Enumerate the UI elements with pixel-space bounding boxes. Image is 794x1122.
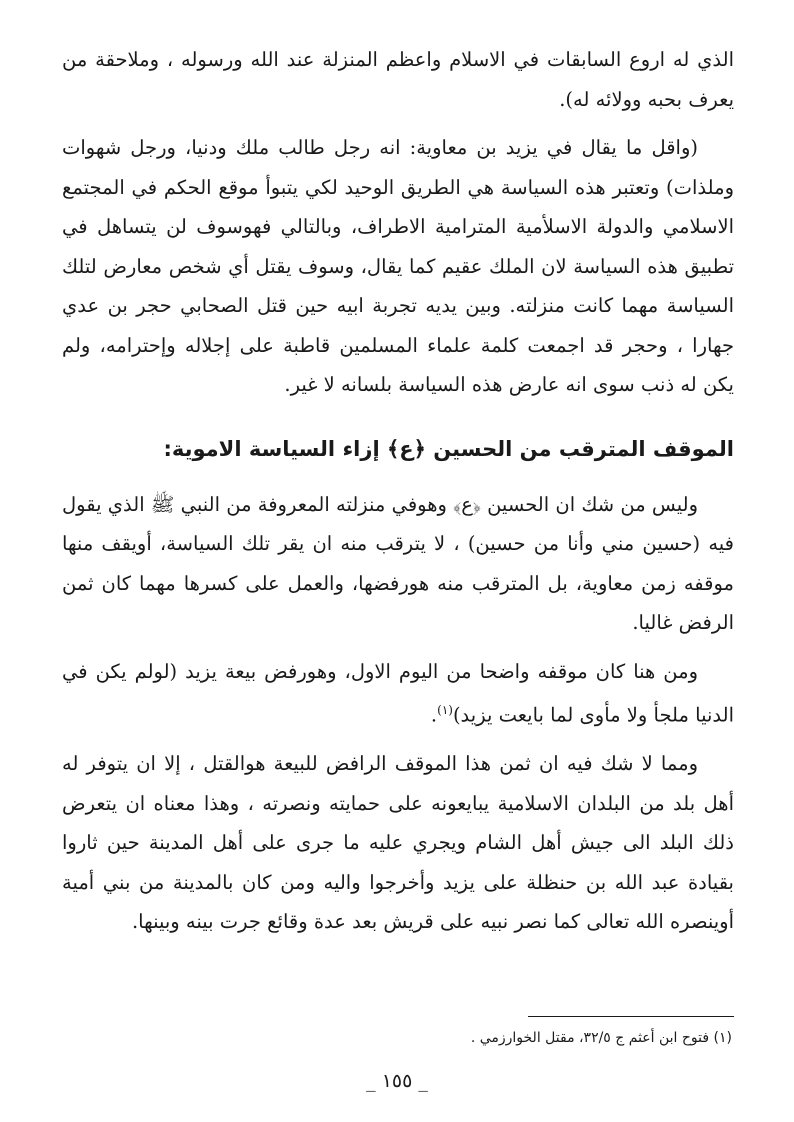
footnote-reference: (١): [437, 703, 453, 717]
footnote-separator: [528, 1016, 734, 1017]
page-number: _ ١٥٥ _: [366, 1070, 428, 1092]
footnote-1: (١) فتوح ابن أعثم ج ٣٢/٥، مقتل الخوارزمي .: [470, 1030, 732, 1046]
paragraph-4-text: ومن هنا كان موقفه واضحا من اليوم الاول، وهورفض بيعة يزيد (لولم يكن في الدنيا ملجأ ولا مأوى لما بايعت يزيد): [62, 659, 734, 727]
paragraph-4: [62, 652, 734, 736]
paragraph-2: (واقل ما يقال في يزيد بن معاوية: انه رجل طالب ملك ودنيا، ورجل شهوات وملذات) وتعتبر هذه السياسة هي الطريق الوحيد لكي يتبوأ موقع الحكم في المجتمع الاسلامي والدولة الاسلأمية المترامية الاطراف، وبالتالي فهوسوف لن يتساهل في تطبيق هذه السياسة لان الملك عقيم كما يقال، وسوف يقتل أي شخص معارض لتلك السياسة مهما كانت منزلته. وبين يديه تجربة ابيه حين قتل الصحابي حجر بن عدي جهارا ، وحجر قد اجمعت كلمة علماء المسلمين قاطبة على إجلاله وإحترامه، ولم يكن له ذنب سوى انه عارض هذه السياسة بلسانه لا غير.: [62, 136, 734, 396]
page-body: [62, 40, 734, 942]
section-heading: الموقف المترقب من الحسين ﴿ع﴾ إزاء السياسة الاموية:: [163, 436, 734, 461]
paragraph-3: وليس من شك ان الحسين ﴿ع﴾ وهوفي منزلته المعروفة من النبي ﷺ الذي يقول فيه (حسين مني وأنا من حسين) ، لا يترقب منه ان يقر تلك السياسة، أويقف منها موقفه زمن معاوية، بل المترقب منه هورفضها، والعمل على كسرها مهما كان ثمن الرفض غاليا.: [62, 492, 734, 634]
paragraph-1: الذي له اروع السابقات في الاسلام واعظم المنزلة عند الله ورسوله ، وملاحقة من يعرف بحبه وولائه له).: [62, 48, 734, 111]
paragraph-5: ومما لا شك فيه ان ثمن هذا الموقف الرافض للبيعة هوالقتل ، إلا ان يتوفر له أهل بلد من البلدان الاسلامية يبايعونه على حمايته ونصرته ، وهذا معناه ان يتعرض ذلك البلد الى جيش أهل الشام ويجري عليه ما جرى على أهل المدينة حين ثاروا بقيادة عبد الله بن حنظلة على يزيد وأخرجوا واليه ومن كان بالمدينة من بني أمية أوينصره الله تعالى كما نصر نبيه على قريش بعد عدة وقائع جرت بينه وبينها.: [62, 752, 734, 933]
paragraph-4-end: .: [430, 703, 438, 727]
